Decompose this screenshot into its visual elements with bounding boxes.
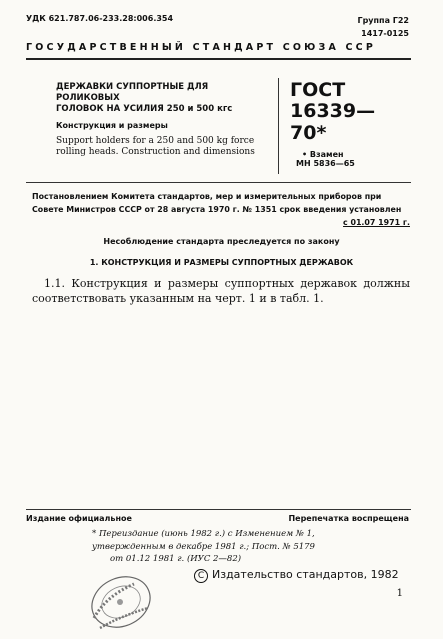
gost-number: 16339—70*: [290, 100, 376, 144]
replaces-text: Взамен: [309, 150, 344, 159]
copyright-icon: C: [194, 569, 208, 583]
title-ru-line1: ДЕРЖАВКИ СУППОРТНЫЕ ДЛЯ РОЛИКОВЫХ: [56, 82, 209, 103]
note-line2: утвержденным в декабре 1981 г.; Пост. № 5179: [92, 541, 315, 552]
footer-rule: [26, 509, 411, 510]
title-en-line2: rolling heads. Construction and dimensions: [56, 147, 255, 157]
note-line3: от 01.12 1981 г. (ИУС 2—82): [110, 554, 242, 564]
document-title-block: [56, 82, 270, 158]
copyright-text: Издательство стандартов, 1982: [212, 568, 399, 581]
page-number: 1: [396, 588, 403, 599]
decree-text: [32, 190, 410, 229]
law-warning: Несоблюдение стандарта преследуется по закону: [103, 237, 340, 246]
reissue-note: [92, 528, 412, 566]
title-en-line1: Support holders for a 250 and 500 kg force: [56, 136, 255, 146]
copyright: [194, 568, 399, 583]
replaces-label: • Взамен: [302, 150, 344, 159]
udk-code: УДК 621.787.06-233.28:006.354: [26, 14, 174, 23]
mid-rule: [26, 182, 411, 183]
replaces-value: МН 5836—65: [296, 159, 355, 168]
official-edition: Издание официальное: [26, 514, 132, 523]
title-ru-line2: ГОЛОВОК НА УСИЛИЯ 250 и 500 кгс: [56, 104, 233, 114]
group-code: [357, 14, 409, 40]
decree-line1: Постановлением Комитета стандартов, мер и измерительных приборов при: [32, 192, 382, 201]
library-stamp-icon: [86, 566, 156, 636]
note-line1: * Переиздание (июнь 1982 г.) с Изменением № 1,: [92, 529, 315, 539]
group-label: Группа Г22: [357, 16, 409, 25]
top-rule: [26, 58, 411, 60]
section-paragraph: 1.1. Конструкция и размеры суппортных державок должны соответствовать указанным на черт. 1 и в табл. 1.: [32, 277, 410, 305]
decree-line2: Совете Министров СССР от 28 августа 1970 г. № 1351 срок введения установлен: [32, 205, 402, 214]
title-divider: [278, 78, 279, 174]
subtitle-ru: Конструкция и размеры: [56, 121, 168, 130]
decree-line3: с 01.07 1971 г.: [343, 218, 410, 227]
gost-block: [290, 80, 410, 168]
section-heading: 1. КОНСТРУКЦИЯ И РАЗМЕРЫ СУППОРТНЫХ ДЕРЖАВОК: [89, 258, 354, 267]
standard-title: ГОСУДАРСТВЕННЫЙ СТАНДАРТ СОЮЗА ССР: [26, 42, 377, 53]
gost-label: ГОСТ: [290, 79, 346, 101]
okp-code: 1417-0125: [361, 29, 409, 38]
reprint-prohibited: Перепечатка воспрещена: [288, 514, 409, 523]
